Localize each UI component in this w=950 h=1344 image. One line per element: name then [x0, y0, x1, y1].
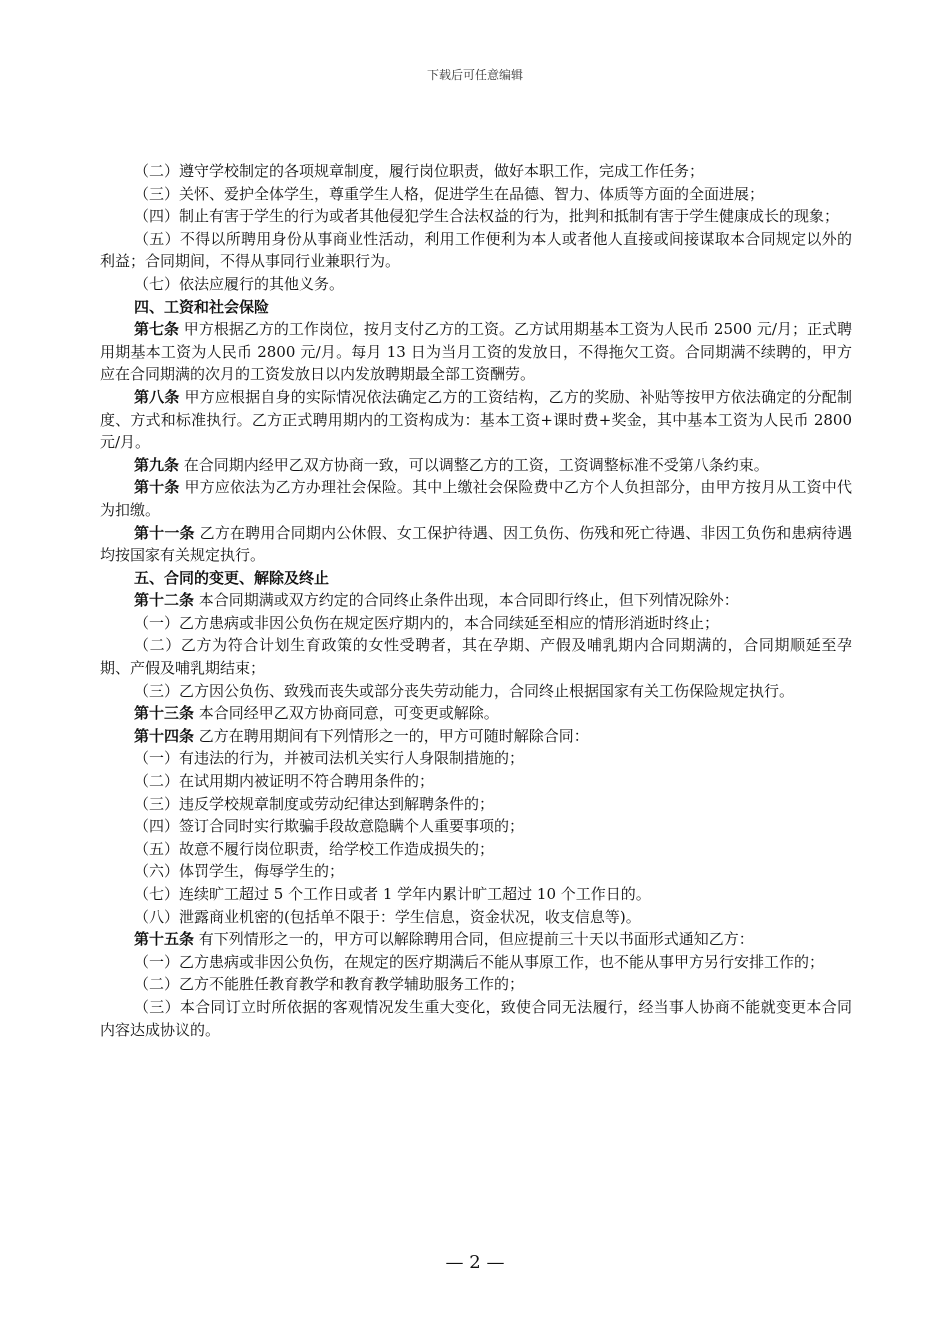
article-label: 第十一条 — [134, 523, 195, 542]
article-label: 第十条 — [134, 478, 180, 497]
list-item: （二）乙方为符合计划生育政策的女性受聘者，其在孕期、产假及哺乳期内合同期满的，合同期顺延至孕期、产假及哺乳期结束； — [100, 636, 852, 678]
list-item: （一）有违法的行为，并被司法机关实行人身限制措施的； — [134, 749, 525, 768]
article-label: 第十五条 — [134, 930, 195, 949]
article-label: 第十三条 — [134, 704, 195, 723]
list-item: （四）制止有害于学生的行为或者其他侵犯学生合法权益的行为，批判和抵制有害于学生健康成长的现象； — [134, 207, 840, 226]
article-label: 第十四条 — [134, 726, 195, 745]
article-paragraph — [100, 476, 852, 521]
article-text: 在合同期内经甲乙双方协商一致，可以调整乙方的工资，工资调整标准不受第八条约束。 — [179, 455, 769, 474]
article-paragraph — [100, 725, 852, 748]
list-item: （五）不得以所聘用身份从事商业性活动，利用工作便利为本人或者他人直接或间接谋取本合同规定以外的利益；合同期间，不得从事同行业兼职行为。 — [100, 229, 852, 271]
article-paragraph — [100, 386, 852, 454]
article-text: 乙方在聘用合同期内公休假、女工保护待遇、因工负伤、伤残和死亡待遇、非因工负伤和患病待遇均按国家有关规定执行。 — [100, 523, 852, 565]
list-item: （三）乙方因公负伤、致残而丧失或部分丧失劳动能力，合同终止根据国家有关工伤保险规定执行。 — [134, 681, 795, 700]
list-item: （三）本合同订立时所依据的客观情况发生重大变化，致使合同无法履行，经当事人协商不能就变更本合同内容达成协议的。 — [100, 997, 852, 1039]
list-item: （二）遵守学校制定的各项规章制度，履行岗位职责，做好本职工作，完成工作任务； — [134, 162, 705, 180]
section-heading: 四、工资和社会保险 — [134, 297, 270, 316]
article-paragraph — [100, 318, 852, 386]
list-item: （二）乙方不能胜任教育教学和教育教学辅助服务工作的； — [134, 975, 525, 994]
page-number: — 2 — — [445, 1252, 505, 1273]
article-paragraph — [100, 589, 852, 612]
section-heading: 五、合同的变更、解除及终止 — [134, 568, 330, 587]
list-item: （七）连续旷工超过 5 个工作日或者 1 学年内累计旷工超过 10 个工作日的。 — [134, 885, 651, 903]
article-paragraph — [100, 702, 852, 725]
list-item: （六）体罚学生，侮辱学生的； — [134, 862, 345, 881]
list-item: （一）乙方患病或非因公负伤在规定医疗期内的，本合同续延至相应的情形消逝时终止； — [134, 613, 720, 632]
article-paragraph — [100, 928, 852, 951]
list-item: （八）泄露商业机密的(包括单不限于：学生信息，资金状况，收支信息等)。 — [134, 907, 641, 926]
article-label: 第七条 — [134, 320, 180, 339]
article-paragraph — [100, 522, 852, 567]
article-label: 第八条 — [134, 387, 180, 406]
article-label: 第十二条 — [134, 591, 195, 610]
document-body — [100, 160, 852, 1041]
article-text: 本合同期满或双方约定的合同终止条件出现，本合同即行终止，但下列情况除外： — [194, 591, 739, 610]
article-text: 甲方应根据自身的实际情况依法确定乙方的工资结构，乙方的奖励、补贴等按甲方依法确定的分配制度、方式和标准执行。乙方正式聘用期内的工资构成为：基本工资+课时费+奖金，其中基本工资为人民币 2800 元/月。 — [100, 387, 852, 452]
article-text: 甲方应依法为乙方办理社会保险。其中上缴社会保险费中乙方个人负担部分，由甲方按月从工资中代为扣缴。 — [100, 478, 852, 519]
list-item: （三）关怀、爱护全体学生，尊重学生人格，促进学生在品德、智力、体质等方面的全面进展； — [134, 184, 765, 203]
article-paragraph — [100, 454, 852, 477]
page-header: 下载后可任意编辑 — [426, 68, 523, 82]
article-text: 乙方在聘用期间有下列情形之一的，甲方可随时解除合同： — [194, 726, 589, 745]
article-text: 甲方根据乙方的工作岗位，按月支付乙方的工资。乙方试用期基本工资为人民币 2500 元/月；正式聘用期基本工资为人民币 2800 元/月。每月 13 日为当月工资的发放日，不得拖欠工资。合同期满不续聘的，甲方应在合同期满的次月的工资发放日以内发放聘期最全部工资酬劳。 — [100, 320, 852, 384]
article-text: 本合同经甲乙双方协商同意，可变更或解除。 — [194, 704, 499, 723]
list-item: （四）签订合同时实行欺骗手段故意隐瞒个人重要事项的； — [134, 817, 525, 836]
list-item: （七）依法应履行的其他义务。 — [134, 274, 345, 293]
article-text: 有下列情形之一的，甲方可以解除聘用合同，但应提前三十天以书面形式通知乙方： — [194, 930, 754, 949]
list-item: （五）故意不履行岗位职责，给学校工作造成损失的； — [134, 839, 495, 858]
list-item: （二）在试用期内被证明不符合聘用条件的； — [134, 772, 435, 791]
list-item: （一）乙方患病或非因公负伤，在规定的医疗期满后不能从事原工作，也不能从事甲方另行安排工作的； — [134, 952, 825, 971]
article-label: 第九条 — [134, 455, 180, 474]
list-item: （三）违反学校规章制度或劳动纪律达到解聘条件的； — [134, 794, 495, 813]
